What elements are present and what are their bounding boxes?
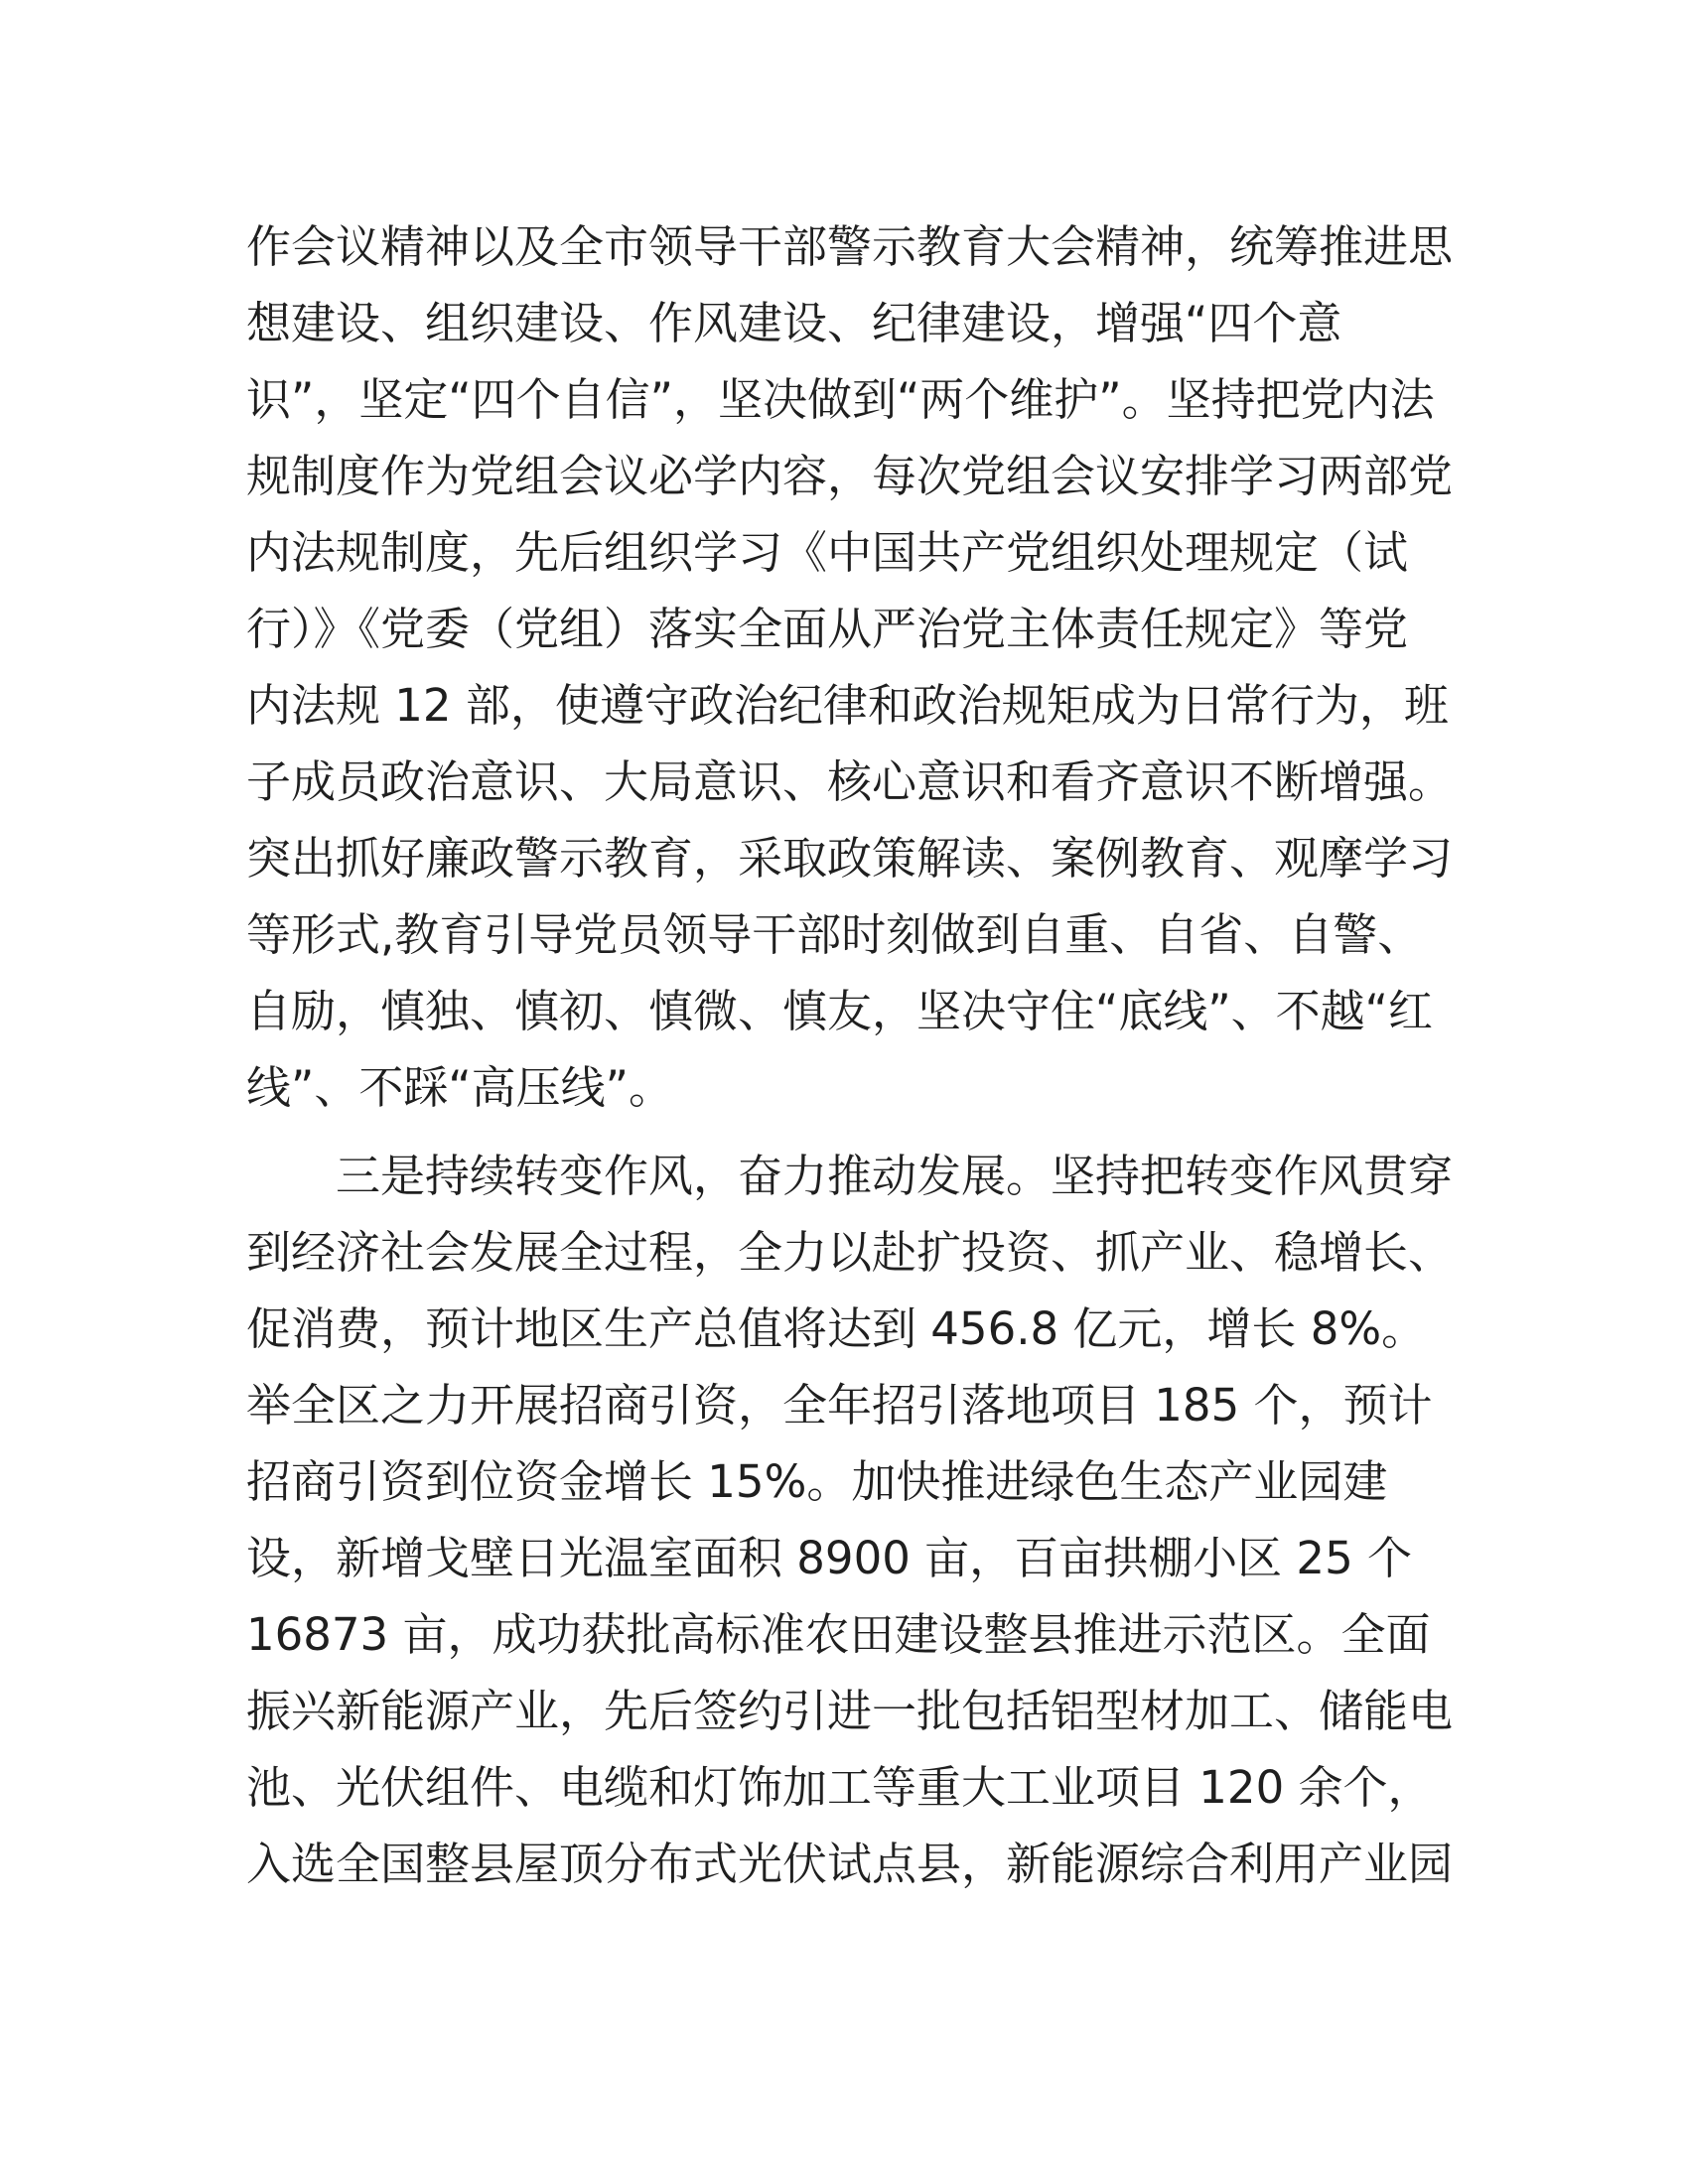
text-line: 作会议精神以及全市领导干部警示教育大会精神，统筹推进思 — [246, 220, 1454, 273]
text-line: 招商引资到位资金增长 15%。加快推进绿色生态产业园建 — [246, 1455, 1388, 1508]
text-line: 行）》《党委（党组）落实全面从严治党主体责任规定》等党 — [246, 603, 1409, 655]
text-line: 池、光伏组件、电缆和灯饰加工等重大工业项目 120 余个， — [246, 1761, 1433, 1814]
paragraph-work-style-development — [246, 1138, 1454, 1902]
text-line: 举全区之力开展招商引资，全年招引落地项目 185 个，预计 — [246, 1379, 1433, 1432]
text-line: 促消费，预计地区生产总值将达到 456.8 亿元，增长 8%。 — [246, 1302, 1427, 1355]
text-line: 等形式,教育引导党员领导干部时刻做到自重、自省、自警、 — [246, 908, 1423, 961]
text-line: 识”，坚定“四个自信”，坚决做到“两个维护”。坚持把党内法 — [246, 373, 1435, 426]
paragraph-discipline-education — [246, 208, 1454, 1126]
text-line: 设，新增戈壁日光温室面积 8900 亩，百亩拱棚小区 25 个 — [246, 1532, 1413, 1584]
text-line: 子成员政治意识、大局意识、核心意识和看齐意识不断增强。 — [246, 755, 1454, 808]
paragraph-spacing — [246, 1126, 1438, 1138]
document-body — [246, 208, 1454, 1902]
text-line: 16873 亩，成功获批高标准农田建设整县推进示范区。全面 — [246, 1608, 1431, 1661]
text-line: 线”、不踩“高压线”。 — [246, 1061, 673, 1114]
text-line: 振兴新能源产业，先后签约引进一批包括铝型材加工、储能电 — [246, 1685, 1454, 1737]
text-line: 到经济社会发展全过程，全力以赴扩投资、抓产业、稳增长、 — [246, 1226, 1454, 1279]
text-line: 入选全国整县屋顶分布式光伏试点县，新能源综合利用产业园 — [246, 1838, 1454, 1890]
text-line: 内法规制度，先后组织学习《中国共产党组织处理规定（试 — [246, 526, 1409, 579]
text-line: 自励，慎独、慎初、慎微、慎友，坚决守住“底线”、不越“红 — [246, 985, 1433, 1037]
text-line: 规制度作为党组会议必学内容，每次党组会议安排学习两部党 — [246, 450, 1454, 502]
text-line: 想建设、组织建设、作风建设、纪律建设，增强“四个意 — [246, 297, 1342, 349]
text-line: 三是持续转变作风，奋力推动发展。坚持把转变作风贯穿 — [246, 1150, 1454, 1202]
text-line: 内法规 12 部，使遵守政治纪律和政治规矩成为日常行为，班 — [246, 679, 1449, 732]
text-line: 突出抓好廉政警示教育，采取政策解读、案例教育、观摩学习 — [246, 832, 1454, 885]
